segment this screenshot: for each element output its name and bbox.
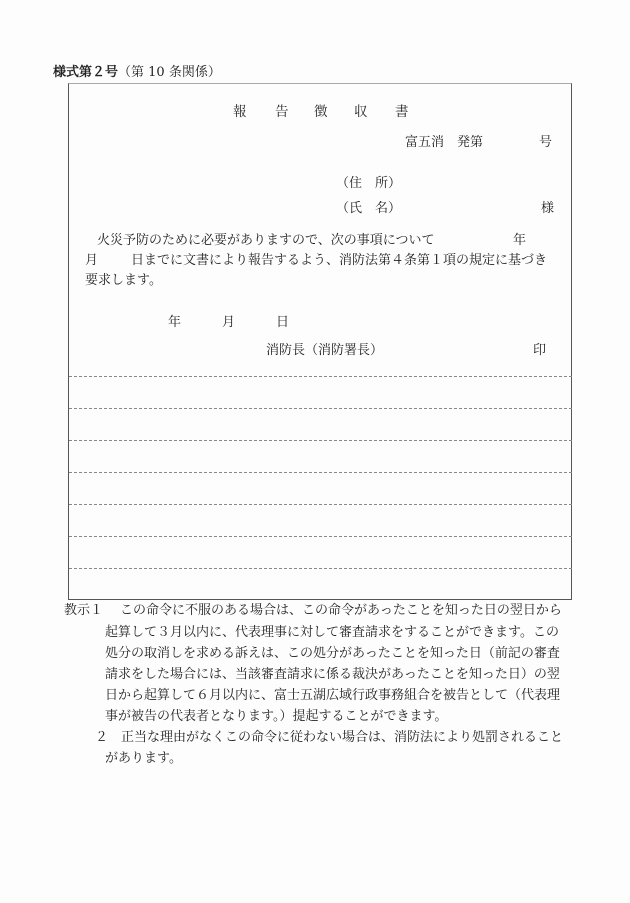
notice-item1-line-1: この命令に不服のある場合は、この命令があったことを知った日の翌日から: [120, 603, 562, 618]
doc-title-char-5: 書: [395, 104, 409, 120]
honorific: 様: [541, 201, 555, 216]
doc-number-prefix: 富五消 発第: [405, 135, 484, 150]
date-month: 月: [222, 315, 236, 330]
blank-line-6: [69, 536, 572, 537]
form-relation: （第 10 条関係）: [118, 65, 221, 80]
name-label: （氏 名）: [336, 201, 402, 216]
notice-item1-line-2: 起算して３月以内に、代表理事に対して審査請求をすることができます。この: [105, 625, 559, 640]
blank-line-3: [69, 440, 572, 441]
blank-line-5: [69, 504, 572, 505]
body-line-3: 要求します。: [85, 273, 162, 288]
notice-item1-line-5: 日から起算して６月以内に、富士五湖広域行政事務組合を被告として（代表理: [105, 688, 561, 703]
form-label: [53, 66, 221, 79]
date-year: 年: [168, 315, 182, 330]
doc-title-char-2: 告: [275, 104, 289, 120]
seal-mark: 印: [533, 343, 547, 358]
date-day: 日: [276, 315, 290, 330]
form-number: 様式第２号: [53, 65, 119, 80]
notice-item1-line-3: 処分の取消しを求める訴えは、この処分があったことを知った日（前記の審査: [105, 646, 560, 661]
doc-title-char-3: 徴: [314, 104, 328, 120]
body-month: 月: [85, 253, 99, 268]
doc-number-suffix: 号: [539, 135, 553, 150]
body-year: 年: [513, 233, 527, 248]
body-line-2: 日までに文書により報告するよう、消防法第４条第１項の規定に基づき: [131, 253, 548, 268]
notice-item2-line-2: があります。: [105, 751, 182, 766]
doc-title-char-4: 収: [354, 104, 368, 120]
body-line-1: 火災予防のために必要がありますので、次の事項について: [97, 233, 435, 248]
blank-line-1: [69, 376, 572, 377]
notice-item2-number: ２: [95, 730, 109, 745]
notice-label: 教示１: [64, 603, 104, 618]
blank-line-4: [69, 472, 572, 473]
notice-item1-line-4: 請求をした場合には、当該審査請求に係る裁決があったことを知った日）の翌: [105, 667, 560, 682]
blank-line-7: [69, 568, 572, 569]
notice-item1-line-6: 事が被告の代表者となります。）提起することができます。: [105, 709, 448, 724]
blank-line-2: [69, 408, 572, 409]
doc-title-char-1: 報: [233, 104, 247, 120]
form-box: [68, 83, 572, 600]
address-label: （住 所）: [336, 176, 402, 191]
notice-item2-line-1: 正当な理由がなくこの命令に従わない場合は、消防法により処罰されること: [121, 730, 564, 745]
issuer-title: 消防長（消防署長）: [266, 343, 384, 358]
